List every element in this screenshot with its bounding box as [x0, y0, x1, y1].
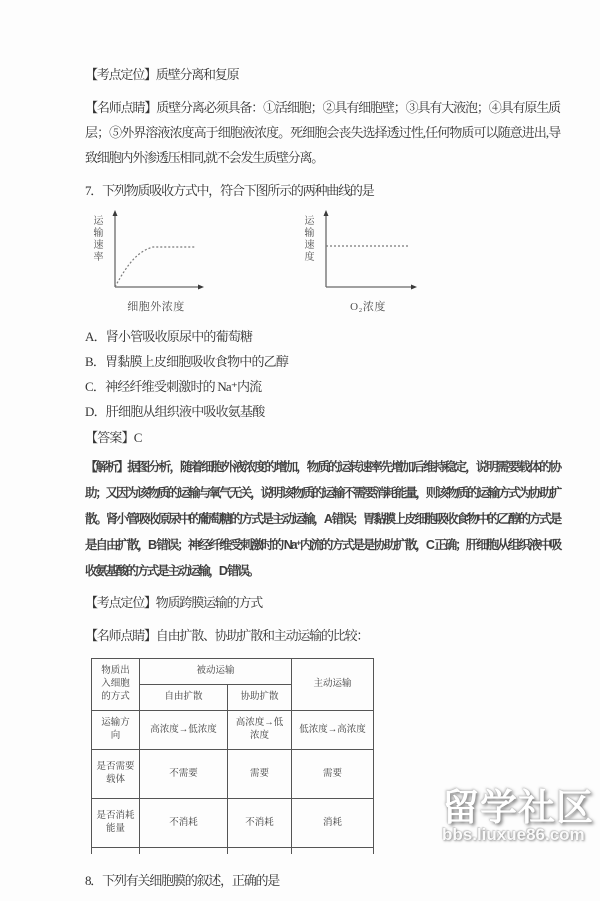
saturation-curve-graph — [89, 209, 252, 314]
graph1-y-axis-label: 运输速率 — [91, 215, 102, 263]
row-label: 运输方向 — [92, 711, 140, 750]
watermark-logo-text: 留学社区 — [442, 787, 594, 828]
table-cell: 高浓度→低浓度 — [228, 711, 292, 750]
table-row-energy — [92, 799, 374, 848]
transport-comparison-table — [91, 658, 374, 854]
teacher-note-2: 【名师点睛】自由扩散、协助扩散和主动运输的比较： — [85, 628, 369, 643]
table-row-carrier — [92, 750, 374, 799]
option-b: B．胃黏膜上皮细胞吸收食物中的乙醇 — [85, 354, 289, 369]
analysis-paragraph: 【解析】据图分析，随着细胞外液浓度的增加，物质的运转速率先增加后维持稳定，说明需要载体的协助；又因为该物质的运输与氧气无关，说明该物质的运输不需要消耗能量，则该物质的运输方式为协助扩散。肾小管吸收原尿中的葡萄糖的方式是主动运输，A 错误；胃黏膜上皮细胞吸收食物中的乙醇的方式是是自由扩散，B 错误；神经纤维受刺激时的 Na⁺内流的方式是是协助扩散，C 正确；肝细胞从组织液中吸收氨基酸的方式是主动运输，D 错误。 — [85, 460, 560, 578]
option-c: C．神经纤维受刺激时的 Na⁺内流 — [85, 379, 262, 394]
table-cell: 需要 — [292, 750, 374, 799]
exam-point-1: 【考点定位】质壁分离和复原 — [85, 67, 239, 82]
table-subheader-facilitated-diffusion: 协助扩散 — [228, 685, 292, 711]
table-cell: 不消耗 — [140, 799, 228, 848]
question-7-figures — [89, 209, 560, 314]
table-passive-header: 被动运输 — [140, 659, 292, 685]
table-truncated-row — [92, 848, 374, 854]
question-8-stem: 8．下列有关细胞膜的叙述，正确的是 — [85, 872, 280, 888]
answer-line: 【答案】C — [85, 430, 142, 445]
graph2-x-axis-label: O₂浓度 — [350, 301, 386, 313]
table-cell: 高浓度→低浓度 — [140, 711, 228, 750]
table-cell: 低浓度→高浓度 — [292, 711, 374, 750]
table-active-header: 主动运输 — [292, 659, 374, 711]
table-cell: 不需要 — [140, 750, 228, 799]
table-corner-header: 物质出入细胞的方式 — [92, 659, 140, 711]
constant-rate-graph — [300, 209, 465, 314]
graph1-x-axis-label: 细胞外浓度 — [127, 301, 185, 313]
row-label: 是否消耗能量 — [92, 799, 140, 848]
table-subheader-free-diffusion: 自由扩散 — [140, 685, 228, 711]
row-label: 是否需要载体 — [92, 750, 140, 799]
exam-point-2: 【考点定位】物质跨膜运输的方式 — [85, 595, 263, 610]
table-cell: 消耗 — [292, 799, 374, 848]
constant-rate-svg — [316, 209, 420, 297]
document-body — [85, 62, 560, 901]
option-a: A．肾小管吸收原尿中的葡萄糖 — [85, 329, 253, 344]
question-7-stem: 7．下列物质吸收方式中，符合下图所示的两种曲线的是 — [85, 183, 374, 198]
saturation-curve-svg — [105, 209, 207, 297]
table-row-direction — [92, 711, 374, 750]
teacher-note-1: 【名师点睛】质壁分离必须具备：①活细胞；②具有细胞壁；③具有大液泡；④具有原生质层；⑤外界溶液浓度高于细胞液浓度。死细胞会丧失选择透过性,任何物质可以随意进出,导致细胞内外渗透压相同,就不会发生质壁分离。 — [85, 100, 560, 165]
table-header-row — [92, 659, 374, 685]
option-d: D．肝细胞从组织液中吸收氨基酸 — [85, 404, 265, 419]
table-cell: 不消耗 — [228, 799, 292, 848]
graph2-y-axis-label: 运输速度 — [302, 215, 313, 263]
table-cell: 需要 — [228, 750, 292, 799]
watermark-url-text: bbs.liuxue86.com — [442, 825, 585, 844]
